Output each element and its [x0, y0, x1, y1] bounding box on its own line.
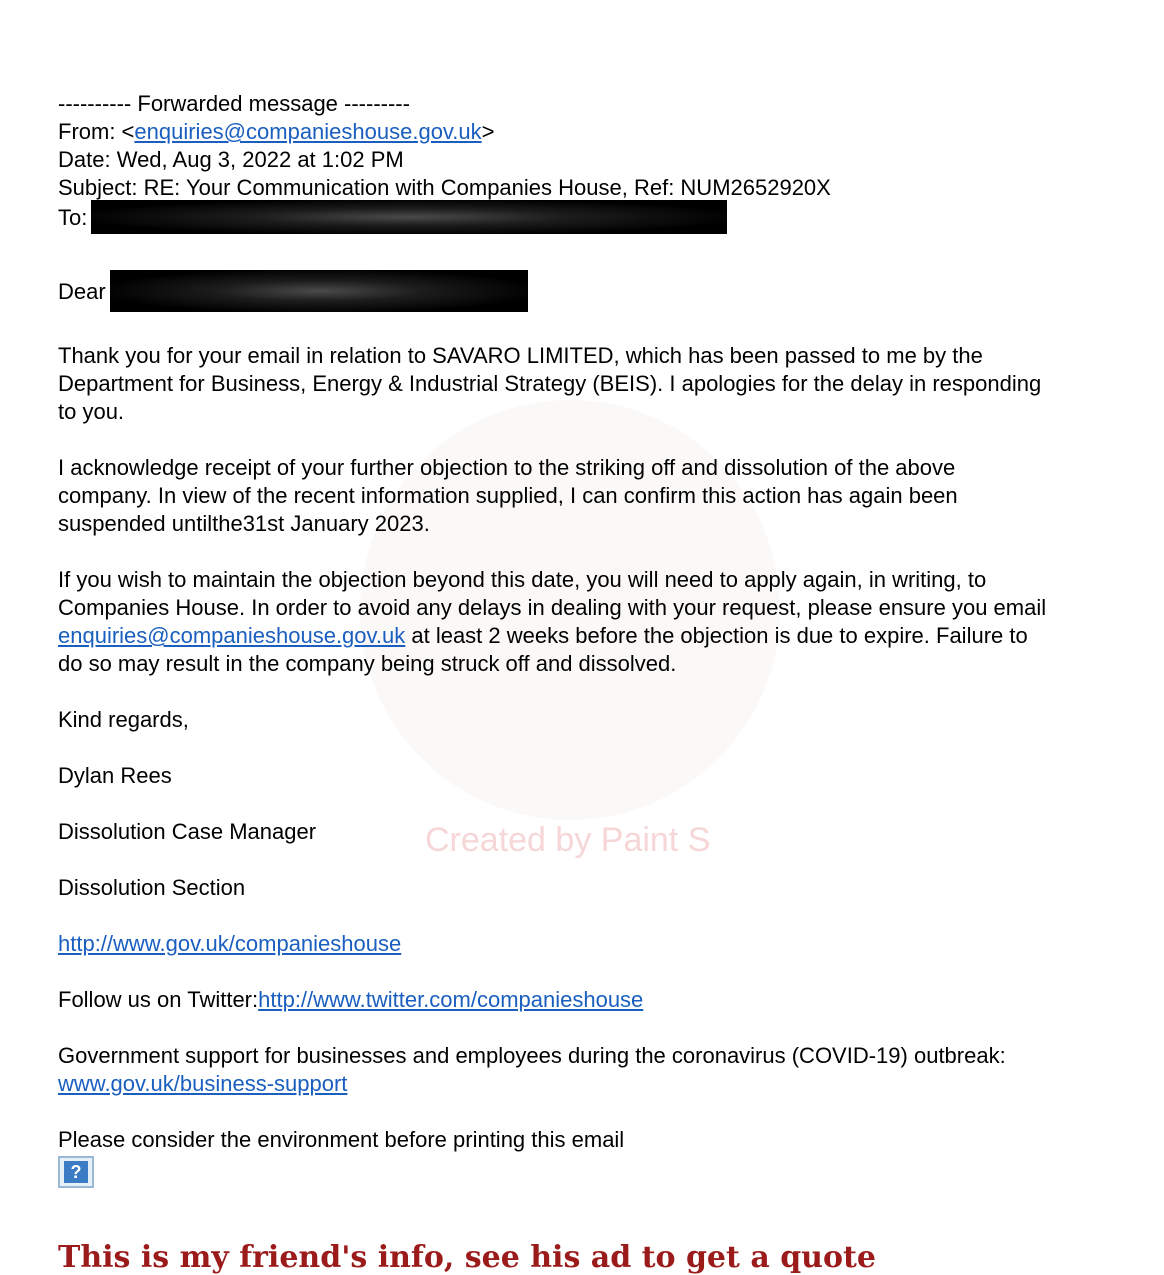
twitter-label: Follow us on Twitter:: [58, 987, 259, 1012]
question-mark-icon: ?: [64, 1161, 88, 1183]
text-line: Companies House. In order to avoid any delays in dealing with your request, please ensure you email: [58, 595, 1047, 620]
text-line: I acknowledge receipt of your further objection to the striking off and dissolution of the above: [58, 455, 956, 480]
watermark-text: Created by Paint S: [425, 821, 711, 859]
covid-link[interactable]: www.gov.uk/business-support: [58, 1071, 348, 1096]
website-line: [58, 930, 1148, 958]
date-line: Date: Wed, Aug 3, 2022 at 1:02 PM: [58, 147, 404, 172]
environment-text: Please consider the environment before printing this email: [58, 1127, 625, 1152]
footer-heading: This is my friend's info, see his ad to get a quote: [58, 1240, 876, 1275]
text-line: [58, 622, 1148, 650]
covid-line: [58, 1042, 1148, 1098]
twitter-line: [58, 986, 1148, 1014]
covid-text: Government support for businesses and employees during the coronavirus (COVID-19) outbreak:: [58, 1043, 1006, 1068]
greeting-label: Dear: [58, 278, 106, 304]
text-fragment: at least 2 weeks before the objection is due to expire. Failure to: [405, 623, 1028, 648]
forwarded-banner: ---------- Forwarded message ---------: [58, 91, 410, 116]
signature-name: Dylan Rees: [58, 763, 172, 788]
text-line: company. In view of the recent information supplied, I can confirm this action has again been: [58, 483, 958, 508]
environment-line: [58, 1126, 1148, 1195]
email-header: [58, 90, 1148, 236]
closing: Kind regards,: [58, 707, 189, 732]
from-email-link[interactable]: enquiries@companieshouse.gov.uk: [134, 119, 482, 144]
signature-title: Dissolution Case Manager: [58, 819, 317, 844]
to-label: To:: [58, 204, 88, 230]
text-line: do so may result in the company being struck off and dissolved.: [58, 651, 677, 676]
enquiries-email-link[interactable]: enquiries@companieshouse.gov.uk: [58, 623, 406, 648]
signature-section: Dissolution Section: [58, 875, 246, 900]
text-line: If you wish to maintain the objection beyond this date, you will need to apply again, in writing, to: [58, 567, 987, 592]
twitter-link[interactable]: http://www.twitter.com/companieshouse: [258, 987, 644, 1012]
paragraph-1: [58, 342, 1148, 426]
paragraph-3: [58, 566, 1148, 678]
text-line: suspended untilthe31st January 2023.: [58, 511, 430, 536]
greeting: [58, 272, 1148, 314]
to-line: [58, 202, 1148, 236]
broken-image-icon[interactable]: [58, 1156, 94, 1188]
text-line: to you.: [58, 399, 125, 424]
text-line: Department for Business, Energy & Industrial Strategy (BEIS). I apologies for the delay in responding: [58, 371, 1042, 396]
subject-line: Subject: RE: Your Communication with Companies House, Ref: NUM2652920X: [58, 175, 831, 200]
text-line: Thank you for your email in relation to SAVARO LIMITED, which has been passed to me by the: [58, 343, 983, 368]
website-link[interactable]: http://www.gov.uk/companieshouse: [58, 931, 402, 956]
redacted-name: [110, 270, 528, 312]
from-suffix: >: [481, 119, 495, 144]
redacted-recipient: [91, 200, 727, 234]
email-body: [58, 90, 1148, 1195]
paragraph-2: [58, 454, 1148, 538]
from-label: From: <: [58, 119, 135, 144]
from-line: [58, 118, 1148, 146]
